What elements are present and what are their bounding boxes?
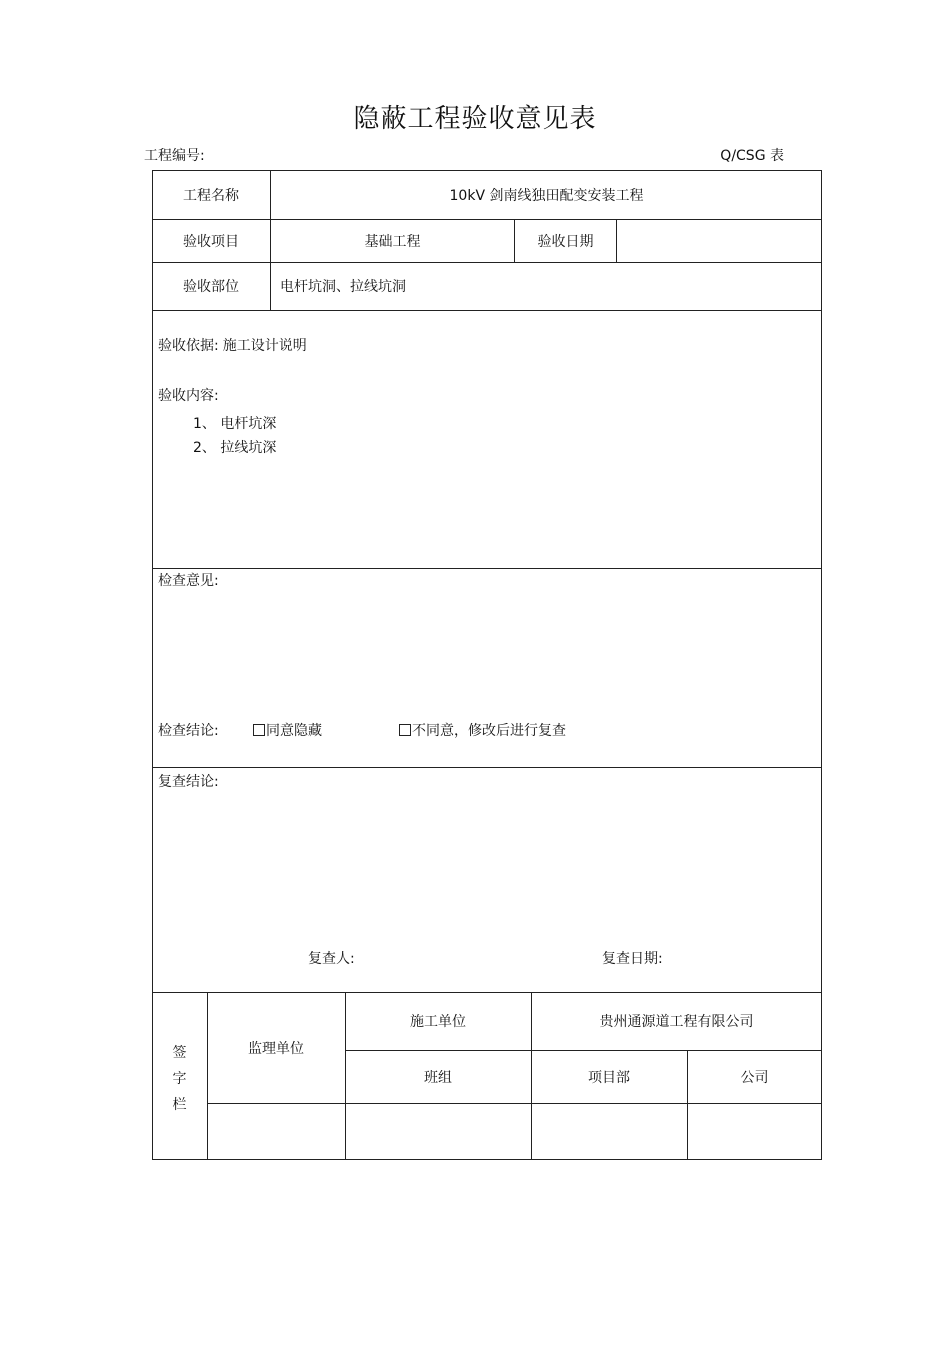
acceptance-item-value: 基础工程: [364, 233, 421, 250]
supervisor-unit-label: 监理单位: [248, 1040, 304, 1057]
disagree-option[interactable]: [399, 720, 566, 740]
construction-unit-label: 施工单位: [410, 1014, 466, 1030]
row-divider: [152, 767, 822, 768]
agree-option[interactable]: [253, 720, 322, 740]
inspection-conclusion-label: 检查结论:: [158, 723, 219, 739]
disagree-checkbox[interactable]: [399, 724, 411, 736]
row-divider: [152, 310, 822, 311]
page-title: 隐蔽工程验收意见表: [353, 104, 597, 134]
project-name-label: 工程名称: [183, 187, 239, 204]
form-code: Q/CSG 表: [720, 148, 784, 164]
agree-option-label: 同意隐藏: [266, 723, 322, 739]
inspection-opinion-label: 检查意见:: [158, 573, 219, 589]
project-number-label: 工程编号:: [144, 148, 205, 164]
disagree-option-label: 不同意，修改后进行复查: [412, 723, 566, 739]
basis-value: 施工设计说明: [222, 338, 307, 354]
content-item-2: 2、 拉线坑深: [193, 440, 277, 456]
signature-char: 字: [172, 1071, 187, 1087]
supervisor-signature-box[interactable]: [207, 1103, 345, 1160]
signature-char: 栏: [172, 1097, 187, 1113]
signature-column-label: [152, 1040, 207, 1118]
acceptance-part-value: 电杆坑洞、拉线坑洞: [280, 279, 406, 295]
content-item-1: 1、 电杆坑深: [193, 416, 277, 432]
recheck-conclusion-label: 复查结论:: [158, 774, 219, 790]
acceptance-part-label: 验收部位: [183, 279, 239, 295]
company-signature-box[interactable]: [687, 1103, 822, 1160]
recheck-date-label: 复查日期:: [602, 951, 663, 967]
project-dept-label: 项目部: [588, 1069, 630, 1086]
agree-checkbox[interactable]: [253, 724, 265, 736]
company-label: 公司: [740, 1069, 769, 1086]
team-signature-box[interactable]: [345, 1103, 531, 1160]
content-label: 验收内容:: [158, 388, 219, 404]
recheck-person-label: 复查人:: [308, 951, 355, 967]
construction-unit-value: 贵州通源道工程有限公司: [599, 1014, 754, 1030]
acceptance-date-value: [617, 219, 822, 262]
basis-label: 验收依据:: [158, 338, 219, 354]
row-divider: [152, 568, 822, 569]
team-label: 班组: [424, 1069, 452, 1086]
acceptance-item-label: 验收项目: [183, 233, 239, 250]
basis-line: [158, 335, 307, 355]
project-dept-signature-box[interactable]: [531, 1103, 687, 1160]
project-name-value: 10kV 剑南线独田配变安装工程: [449, 187, 644, 204]
signature-char: 签: [172, 1045, 187, 1061]
acceptance-date-label: 验收日期: [537, 233, 594, 250]
